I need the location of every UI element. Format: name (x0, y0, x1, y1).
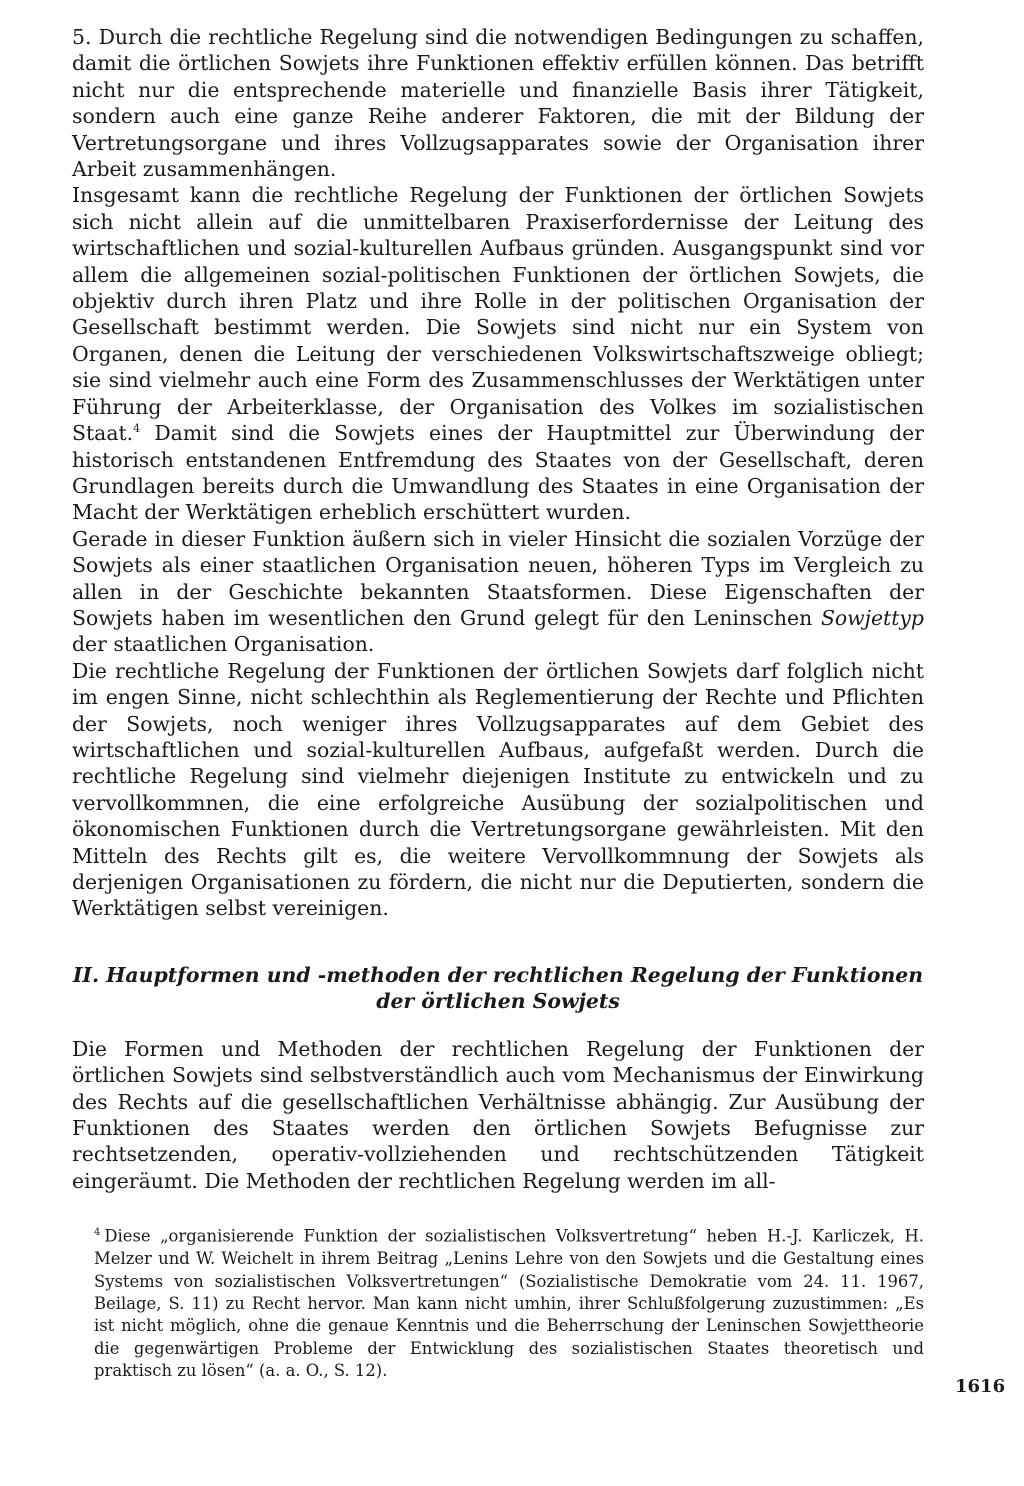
footnote-reference: 4 (133, 422, 141, 436)
paragraph-overall-regulation-text: Insgesamt kann die rechtliche Regelung der Funktionen der örtlichen Sowjets sich nicht allein auf die unmittelbaren Praxiserfordernisse der Leitung des wirtschaftlichen und sozial-kulturellen Aufbaus gründen. Ausgangspunkt sind vor allem die allgemeinen sozial-politischen Funktionen der örtlichen Sowjets, die objektiv durch ihren Platz und ihre Rolle in der politischen Organisation der Gesellschaft bestimmt werden. Die Sowjets sind nicht nur ein System von Organen, denen die Leitung der verschiedenen Volkswirtschaftszweige obliegt; sie sind vielmehr auch eine Form des Zusammenschlusses der Werktätigen unter Führung der Arbeiterklasse, der Organisation des Volkes im sozialistischen Staat. (72, 183, 924, 446)
section-paragraph: Die Formen und Methoden der rechtlichen Regelung der Funktionen der örtlichen Sowjets sind selbstverständlich auch vom Mechanismus der Einwirkung des Rechts auf die gesellschaftlichen Verhältnisse abhängig. Zur Ausübung der Funktionen des Staates werden den örtlichen Sowjets Befugnisse zur rechtsetzenden, operativ-vollziehenden und rechtschützenden Tätigkeit eingeräumt. Die Methoden der rechtlichen Regelung werden im all- (72, 1036, 924, 1193)
section-heading (72, 962, 924, 1014)
footnote-text: Diese „organisierende Funktion der sozialistischen Volksvertretung“ heben H.-J. Karliczek, H. Melzer und W. Weichelt in ihrem Beitrag „Lenins Lehre von den Sowjets und die Gestaltung eines Systems von sozialistischen Volksvertretungen“ (Sozialistische Demokratie vom 24. 11. 1967, Beilage, S. 11) zu Recht hervor. Man kann nicht umhin, ihrer Schlußfolgerung zuzustimmen: „Es ist nicht möglich, ohne die genaue Kenntnis und die Beherrschung der Leninschen Sowjettheorie die gegenwärtigen Probleme der Entwicklung des sozialistischen Staates theoretisch und praktisch zu lösen“ (a. a. O., S. 12). (94, 1226, 924, 1381)
paragraph-soviet-type-text: Gerade in dieser Funktion äußern sich in vieler Hinsicht die sozialen Vorzüge der Sowjets als einer staatlichen Organisation neuen, höheren Typs im Vergleich zu allen in der Geschichte bekannten Staatsformen. Diese Eigenschaften der Sowjets haben im wesentlichen den Grund gelegt für den Leninschen (72, 526, 924, 630)
paragraph-overall-regulation (72, 182, 924, 525)
paragraph-soviet-type (72, 526, 924, 658)
section-heading-line-1: II. Hauptformen und -methoden der rechtlichen Regelung der Funktionen (72, 962, 924, 987)
paragraph-soviet-type-end: der staatlichen Organisation. (72, 632, 375, 657)
paragraph-overall-regulation-continuation: Damit sind die Sowjets eines der Hauptmittel zur Überwindung der historisch entstandenen Entfremdung des Staates von der Gesellschaft, deren Grundlagen bereits durch die Umwandlung des Staates in eine Organisation der Macht der Werktätigen erheblich erschüttert wurden. (72, 421, 924, 525)
document-page (72, 24, 924, 1383)
section-heading-line-2: der örtlichen Sowjets (376, 988, 620, 1013)
paragraph-point-5: 5. Durch die rechtliche Regelung sind die notwendigen Bedingungen zu schaffen, damit die örtlichen Sowjets ihre Funktionen effektiv erfüllen können. Das betrifft nicht nur die entsprechende materielle und finanzielle Basis ihrer Tätigkeit, sondern auch eine ganze Reihe anderer Faktoren, die mit der Bildung der Vertretungsorgane und ihres Vollzugsapparates sowie der Organisation ihrer Arbeit zusammenhängen. (72, 25, 924, 182)
footnote (94, 1222, 924, 1382)
page-number: 1616 (955, 1376, 1006, 1397)
paragraph-legal-regulation: Die rechtliche Regelung der Funktionen der örtlichen Sowjets darf folglich nicht im engen Sinne, nicht schlechthin als Reglementierung der Rechte und Pflichten der Sowjets, noch weniger ihres Vollzugsapparates auf dem Gebiet des wirtschaftlichen und sozial-kulturellen Aufbaus, aufgefaßt werden. Durch die rechtliche Regelung sind vielmehr diejenigen Institute zu entwickeln und zu vervollkommnen, die eine erfolgreiche Ausübung der sozialpolitischen und ökonomischen Funktionen durch die Vertretungsorgane gewährleisten. Mit den Mitteln des Rechts gilt es, die weitere Vervollkommnung der Sowjets als derjenigen Organisationen zu fördern, die nicht nur die Deputierten, sondern die Werktätigen selbst vereinigen. (72, 658, 924, 921)
emphasis-sowjettyp: Sowjettyp (820, 605, 924, 630)
footnote-marker: 4 (94, 1227, 101, 1239)
